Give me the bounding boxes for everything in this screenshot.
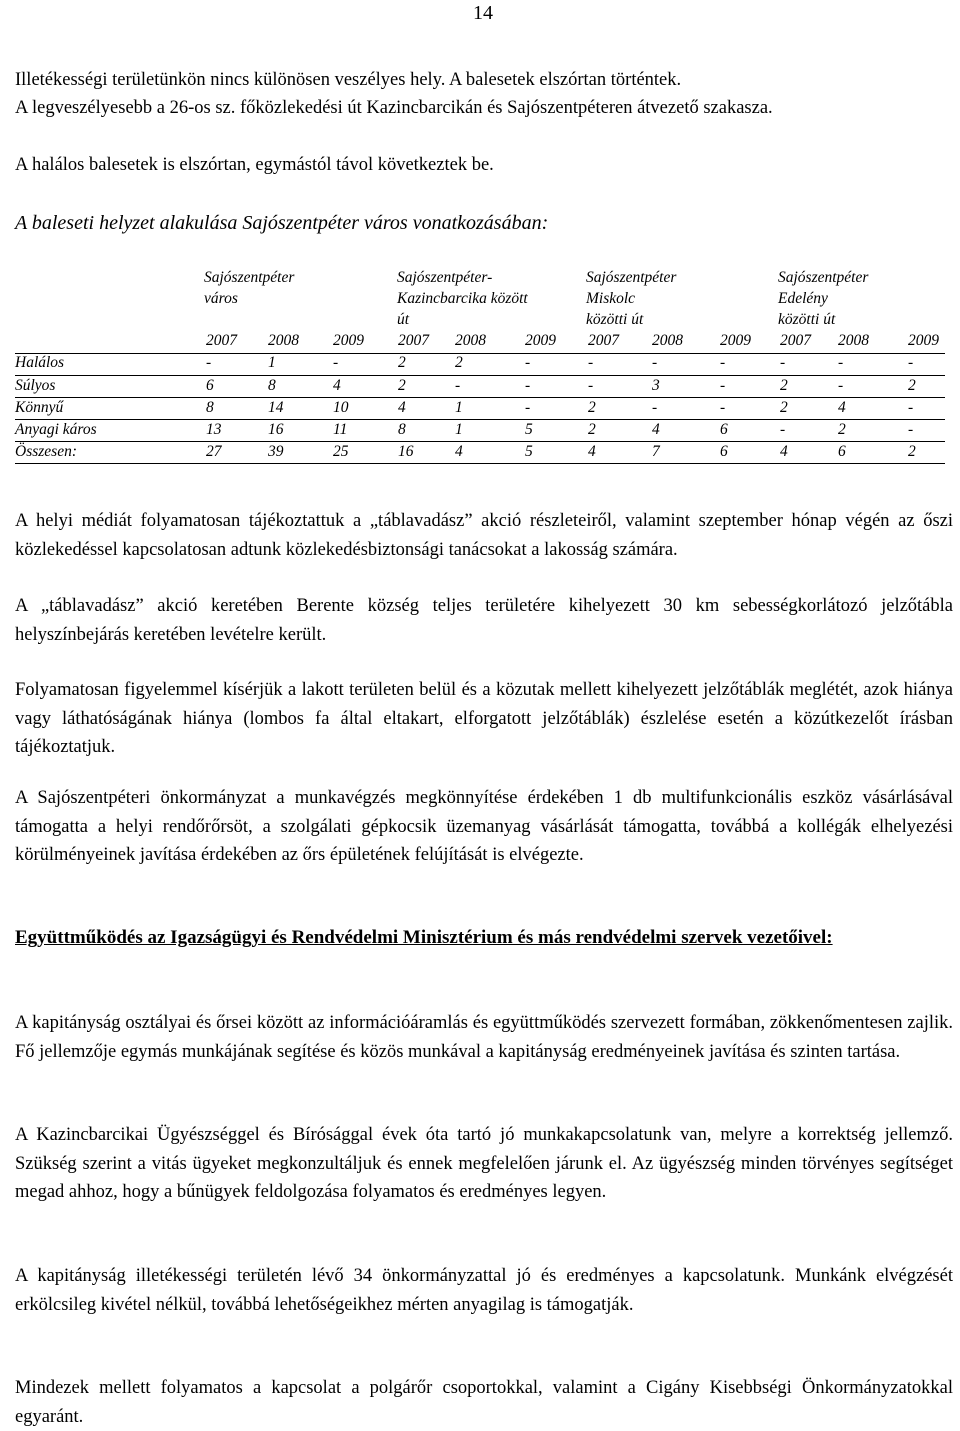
paragraph-media: A helyi médiát folyamatosan tájékoztattuk a „táblavadász” akció részleteiről, valamint szeptember hónap végén az őszi közlekedéssel kapcsolatosan adtunk közlekedésbiztonsági tanácsokat a lakosság számára.: [15, 511, 953, 560]
table-cell: 1: [455, 421, 463, 438]
table-cell: -: [206, 354, 212, 371]
table-cell: 2: [908, 443, 916, 460]
table-cell: -: [652, 354, 658, 371]
table-cell: 8: [206, 399, 214, 416]
table-cell: 5: [525, 421, 533, 438]
table-cell: 2: [780, 399, 788, 416]
table-cell: 4: [333, 377, 341, 394]
table-cell: 39: [268, 443, 284, 460]
table-cell: 6: [206, 377, 214, 394]
table-year-header: 2009: [908, 332, 939, 349]
intro-line-2: A legveszélyesebb a 26-os sz. főközlekedési út Kazincbarcikán és Sajószentpéteren átvezető szakasza.: [15, 98, 773, 118]
table-cell: 2: [455, 354, 463, 371]
table-cell: -: [525, 377, 531, 394]
table-cell: -: [720, 377, 726, 394]
table-cell: 2: [908, 377, 916, 394]
table-cell: 2: [398, 354, 406, 371]
table-cell: -: [780, 354, 786, 371]
table-cell: -: [908, 421, 914, 438]
table-group-header: Sajószentpéter város: [204, 269, 295, 307]
table-title: A baleseti helyzet alakulása Sajószentpéter város vonatkozásában:: [15, 212, 549, 234]
table-row-divider: [15, 375, 945, 376]
intro-line-1: Illetékességi területünkön nincs különösen veszélyes hely. A balesetek elszórtan történtek.: [15, 70, 682, 90]
table-year-header: 2007: [398, 332, 429, 349]
table-row-divider: [15, 419, 945, 420]
table-year-header: 2008: [838, 332, 869, 349]
table-cell: 16: [398, 443, 414, 460]
table-year-header: 2007: [780, 332, 811, 349]
table-cell: 14: [268, 399, 284, 416]
paragraph-civil-guards: Mindezek mellett folyamatos a kapcsolat a polgárőr csoportokkal, valamint a Cigány Kisebbségi Önkormányzatokkal egyaránt.: [15, 1378, 953, 1427]
table-row-divider: [15, 441, 945, 442]
table-cell: -: [838, 377, 844, 394]
table-cell: 13: [206, 421, 222, 438]
table-cell: 10: [333, 399, 349, 416]
paragraph-tablavadasz: A „táblavadász” akció keretében Berente község teljes területére kihelyezett 30 km sebességkorlátozó jelzőtábla helyszínbejárás keretében levételre került.: [15, 596, 953, 645]
table-year-header: 2008: [455, 332, 486, 349]
table-year-header: 2009: [720, 332, 751, 349]
section-heading: Együttműködés az Igazságügyi és Rendvédelmi Minisztérium és más rendvédelmi szervek vezetőivel:: [15, 927, 833, 948]
table-cell: -: [838, 354, 844, 371]
table-cell: 25: [333, 443, 349, 460]
table-group-header: Sajószentpéter Miskolc közötti út: [586, 269, 677, 328]
table-row-label: Súlyos: [15, 377, 56, 394]
table-cell: -: [588, 377, 594, 394]
table-cell: 1: [268, 354, 276, 371]
table-cell: 4: [780, 443, 788, 460]
table-cell: 6: [720, 421, 728, 438]
paragraph-signs: Folyamatosan figyelemmel kísérjük a lakott területen belül és a közutak mellett kihelyezett jelzőtáblák meglétét, azok hiánya vagy láthatóságának hiánya (lombos fa által eltakart, elforgatott jelzőtáblák) észlelése esetén a közútkezelőt írásban tájékoztatjuk.: [15, 680, 953, 757]
table-cell: 27: [206, 443, 222, 460]
table-cell: 4: [588, 443, 596, 460]
table-cell: -: [720, 399, 726, 416]
table-cell: 5: [525, 443, 533, 460]
table-year-header: 2009: [525, 332, 556, 349]
table-row-label: Anyagi káros: [15, 421, 97, 438]
table-group-header: Sajószentpéter- Kazincbarcika között út: [397, 269, 528, 328]
table-cell: 8: [268, 377, 276, 394]
table-cell: 11: [333, 421, 348, 438]
table-cell: -: [588, 354, 594, 371]
table-cell: 4: [652, 421, 660, 438]
table-cell: 4: [838, 399, 846, 416]
table-year-header: 2007: [206, 332, 237, 349]
table-cell: 2: [588, 421, 596, 438]
table-cell: -: [455, 377, 461, 394]
table-cell: 8: [398, 421, 406, 438]
table-cell: 6: [720, 443, 728, 460]
table-year-header: 2008: [268, 332, 299, 349]
table-cell: 16: [268, 421, 284, 438]
table-cell: -: [908, 399, 914, 416]
table-group-header: Sajószentpéter Edelény közötti út: [778, 269, 869, 328]
table-year-header: 2007: [588, 332, 619, 349]
table-cell: -: [525, 399, 531, 416]
table-cell: 4: [398, 399, 406, 416]
table-cell: -: [652, 399, 658, 416]
table-cell: 2: [780, 377, 788, 394]
paragraph-municipalities: A kapitányság illetékességi területén lévő 34 önkormányzattal jó és eredményes a kapcsolatunk. Munkánk elvégzését erkölcsileg kivétel nélkül, továbbá lehetőségeikhez mérten anyagilag is támogatják.: [15, 1266, 953, 1315]
page-number: 14: [473, 2, 493, 24]
table-cell: -: [525, 354, 531, 371]
table-row-label: Halálos: [15, 354, 65, 371]
table-cell: 4: [455, 443, 463, 460]
table-cell: 1: [455, 399, 463, 416]
table-cell: 2: [588, 399, 596, 416]
table-year-header: 2008: [652, 332, 683, 349]
table-cell: 6: [838, 443, 846, 460]
table-cell: -: [720, 354, 726, 371]
paragraph-cooperation: A kapitányság osztályai és őrsei között az információáramlás és együttműködés szervezett formában, zökkenőmentesen zajlik. Fő jellemzője egymás munkájának segítése és közös munkával a kapitányság eredményeinek javítása és szinten tartása.: [15, 1013, 953, 1062]
table-cell: 2: [398, 377, 406, 394]
table-cell: 2: [838, 421, 846, 438]
table-row-divider: [15, 397, 945, 398]
table-cell: -: [908, 354, 914, 371]
intro-line-3: A halálos balesetek is elszórtan, egymástól távol következtek be.: [15, 155, 494, 175]
paragraph-municipality: A Sajószentpéteri önkormányzat a munkavégzés megkönnyítése érdekében 1 db multifunkcionális eszköz vásárlásával támogatta a helyi rendőrőrsöt, a szolgálati gépkocsik üzemanyag vásárlását támogatta, továbbá a kollégák elhelyezési körülményeinek javítása érdekében az őrs épületének felújítását is elvégezte.: [15, 788, 953, 865]
table-row-divider: [15, 463, 945, 464]
table-cell: -: [333, 354, 339, 371]
table-year-header: 2009: [333, 332, 364, 349]
table-cell: 7: [652, 443, 660, 460]
table-row-label: Könnyű: [15, 399, 64, 416]
paragraph-prosecution: A Kazincbarcikai Ügyészséggel és Bírósággal évek óta tartó jó munkakapcsolatunk van, melyre a korrektség jellemző. Szükség szerint a vitás ügyeket megkonzultáljuk és ennek megfelelően járunk el. Az ügyészség minden törvényes segítséget megad ahhoz, hogy a bűnügyek feldolgozása folyamatos és eredményes legyen.: [15, 1125, 953, 1202]
table-row-label: Összesen:: [15, 443, 77, 460]
table-cell: -: [780, 421, 786, 438]
table-cell: 3: [652, 377, 660, 394]
